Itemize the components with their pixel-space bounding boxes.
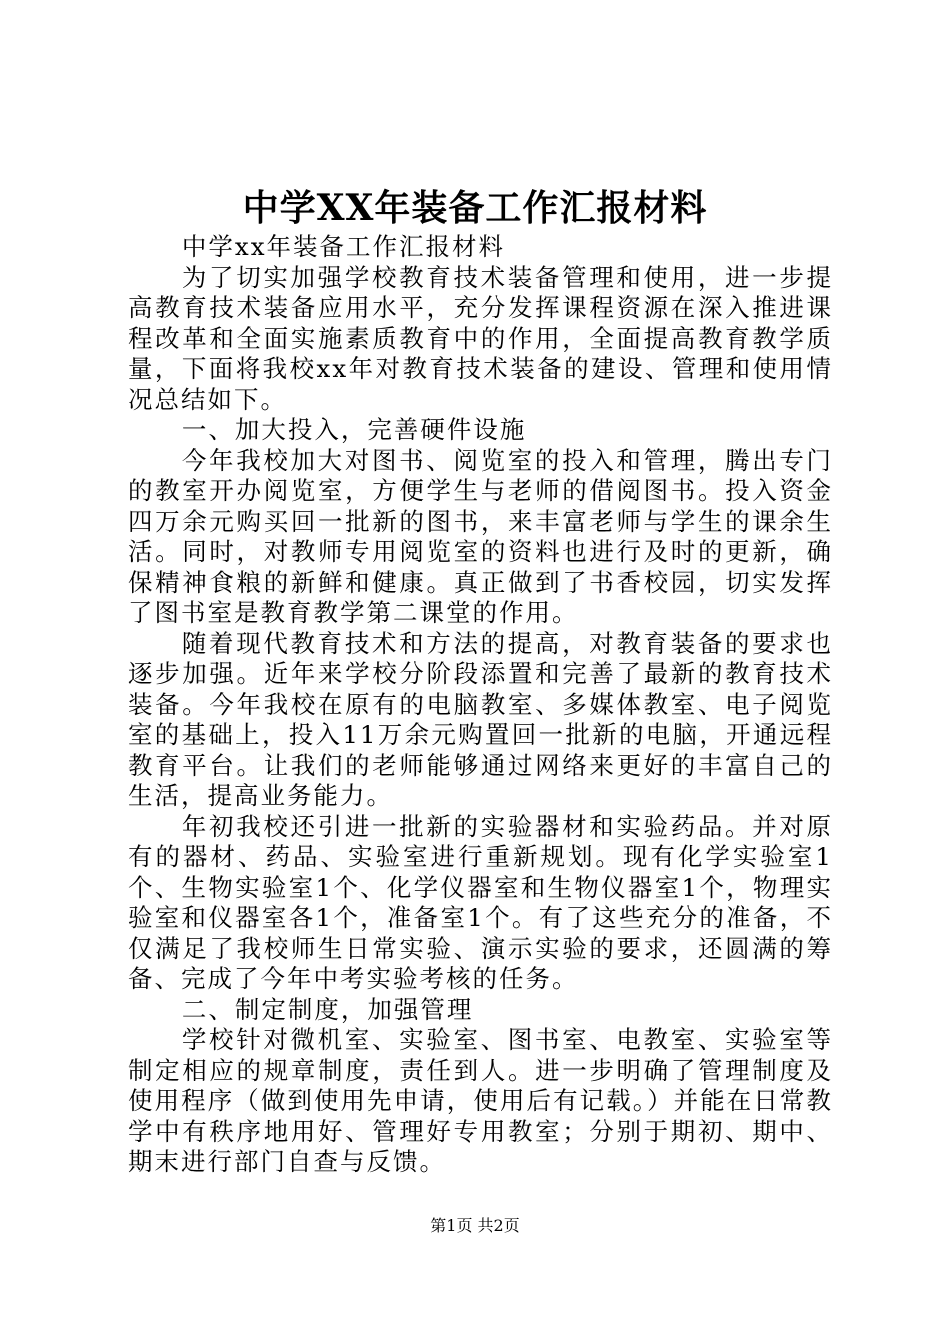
document-title: 中学XX年装备工作汇报材料 — [242, 187, 708, 229]
paragraph-subtitle: 中学xx年装备工作汇报材料 — [181, 232, 506, 261]
document-body — [128, 232, 833, 1178]
paragraph-laboratory: 年初我校还引进一批新的实验器材和实验药品。并对原有的器材、药品、实验室进行重新规划。现有化学实验室1个、生物实验室1个、化学仪器室和生物仪器室1个，物理实验室和仪器室各1个，准备室1个。有了这些充分的准备，不仅满足了我校师生日常实验、演示实验的要求，还圆满的筹备、完成了今年中考实验考核的任务。 — [128, 811, 833, 993]
section-heading-2: 二、制定制度，加强管理 — [181, 994, 474, 1024]
section-heading-1: 一、加大投入，完善硬件设施 — [181, 415, 527, 444]
paragraph-library: 今年我校加大对图书、阅览室的投入和管理，腾出专门的教室开办阅览室，方便学生与老师的借阅图书。投入资金四万余元购买回一批新的图书，来丰富老师与学生的课余生活。同时，对教师专用阅览室的资料也进行及时的更新，确保精神食粮的新鲜和健康。真正做到了书香校园，切实发挥了图书室是教育教学第二课堂的作用。 — [128, 445, 833, 627]
paragraph-intro: 为了切实加强学校教育技术装备管理和使用，进一步提高教育技术装备应用水平，充分发挥课程资源在深入推进课程改革和全面实施素质教育中的作用，全面提高教育教学质量，下面将我校xx年对教育技术装备的建设、管理和使用情况总结如下。 — [128, 262, 833, 414]
page-number-footer: 第1页 共2页 — [430, 1216, 520, 1235]
paragraph-computers: 随着现代教育技术和方法的提高，对教育装备的要求也逐步加强。近年来学校分阶段添置和完善了最新的教育技术装备。今年我校在原有的电脑教室、多媒体教室、电子阅览室的基础上，投入11万余元购置回一批新的电脑，开通远程教育平台。让我们的老师能够通过网络来更好的丰富自己的生活，提高业务能力。 — [128, 628, 833, 810]
paragraph-management: 学校针对微机室、实验室、图书室、电教室、实验室等制定相应的规章制度，责任到人。进一步明确了管理制度及使用程序（做到使用先申请，使用后有记载。）并能在日常教学中有秩序地用好、管理好专用教室；分别于期初、期中、期末进行部门自查与反馈。 — [128, 1025, 833, 1176]
